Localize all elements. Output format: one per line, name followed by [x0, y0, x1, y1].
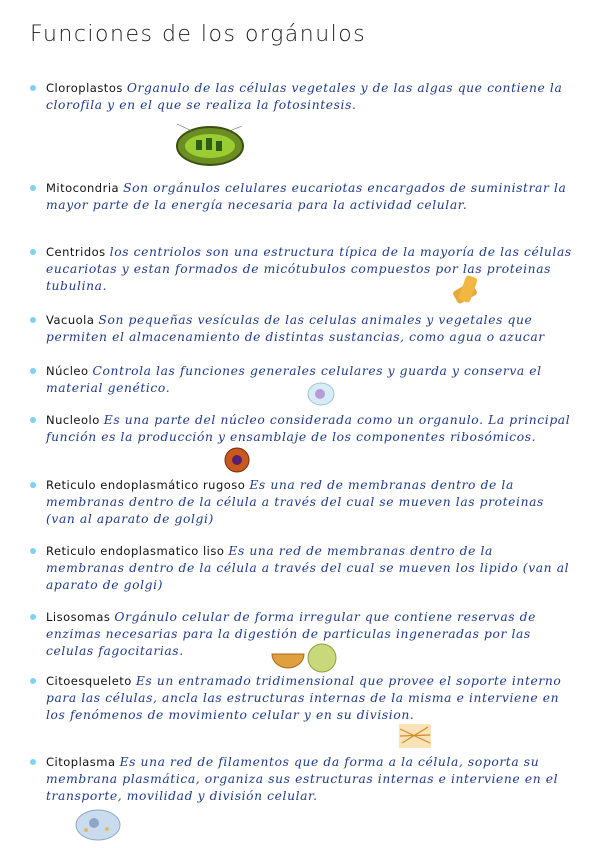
bullet-dot	[30, 678, 36, 684]
list-item-reticulo-rugoso	[32, 477, 572, 528]
centriole-illustration	[450, 272, 486, 312]
item-definition: Es una red de membranas dentro de la membranas dentro de la célula a través del cual se mueven los lipido (van al aparato de golgi)	[46, 544, 570, 592]
item-term: Citoplasma	[46, 755, 116, 769]
item-term: Núcleo	[46, 364, 89, 378]
chloroplast-illustration	[172, 118, 250, 170]
item-definition: Es una red de filamentos que da forma a la célula, soporta su membrana plasmática, organiza sus estructuras internas e interviene en el transporte, movilidad y división celular.	[46, 755, 559, 803]
item-term: Citoesqueleto	[46, 674, 132, 688]
list-item-citoesqueleto	[32, 673, 572, 724]
nucleolus-illustration	[222, 446, 252, 474]
item-term: Centridos	[46, 245, 106, 259]
list-item-vacuola	[32, 312, 572, 346]
cytoplasm-illustration	[74, 808, 122, 842]
lysosome-illustration	[270, 642, 338, 674]
item-term: Nucleolo	[46, 413, 100, 427]
list-item-mitocondria	[32, 180, 572, 214]
nucleus-illustration	[306, 381, 336, 407]
list-item-nucleolo	[32, 412, 572, 446]
bullet-dot	[30, 85, 36, 91]
item-definition: Orgánulo celular de forma irregular que contiene reservas de enzimas necesarias para la digestión de particulas ingeneradas por las celulas fagocitarias.	[46, 610, 537, 658]
cytoskeleton-illustration	[398, 723, 432, 749]
item-term: Cloroplastos	[46, 81, 123, 95]
bullet-dot	[30, 368, 36, 374]
bullet-dot	[30, 185, 36, 191]
item-term: Vacuola	[46, 313, 95, 327]
list-item-cloroplastos	[32, 80, 572, 114]
list-item-centriolos	[32, 244, 572, 295]
item-definition: Es una red de membranas dentro de la membranas dentro de la célula a través del cual se mueven las proteinas (van al aparato de golgi)	[46, 478, 544, 526]
item-definition: Controla las funciones generales celulares y guarda y conserva el material genético.	[46, 364, 542, 395]
bullet-dot	[30, 317, 36, 323]
list-item-citoplasma	[32, 754, 572, 805]
item-term: Lisosomas	[46, 610, 111, 624]
item-term: Reticulo endoplasmático rugoso	[46, 478, 246, 492]
item-term: Mitocondria	[46, 181, 120, 195]
item-definition: Organulo de las células vegetales y de las algas que contiene la clorofila y en el que se realiza la fotosintesis.	[46, 81, 563, 112]
item-definition: los centriolos son una estructura típica de la mayoría de las células eucariotas y estan formados de micótubulos compuestos por las proteinas tubulina.	[46, 245, 572, 293]
bullet-dot	[30, 482, 36, 488]
bullet-dot	[30, 548, 36, 554]
bullet-dot	[30, 614, 36, 620]
item-definition: Son pequeñas vesículas de las celulas animales y vegetales que permiten el almacenamiento de distintas sustancias, como agua o azucar	[46, 313, 545, 344]
item-definition: Es una parte del núcleo considerada como un organulo. La principal función es la producción y ensamblaje de los componentes ribosómicos.	[46, 413, 571, 444]
bullet-dot	[30, 759, 36, 765]
bullet-dot	[30, 249, 36, 255]
item-definition: Es un entramado tridimensional que provee el soporte interno para las células, ancla las estructuras internas de la misma e interviene en los fenómenos de movimiento celular y en su division.	[46, 674, 562, 722]
item-term: Reticulo endoplasmatico liso	[46, 544, 225, 558]
item-definition: Son orgánulos celulares eucariotas encargados de suministrar la mayor parte de la energía necesaria para la actividad celular.	[46, 181, 567, 212]
page-title: Funciones de los orgánulos	[30, 22, 367, 47]
bullet-dot	[30, 417, 36, 423]
list-item-reticulo-liso	[32, 543, 572, 594]
list-item-nucleo	[32, 363, 572, 397]
